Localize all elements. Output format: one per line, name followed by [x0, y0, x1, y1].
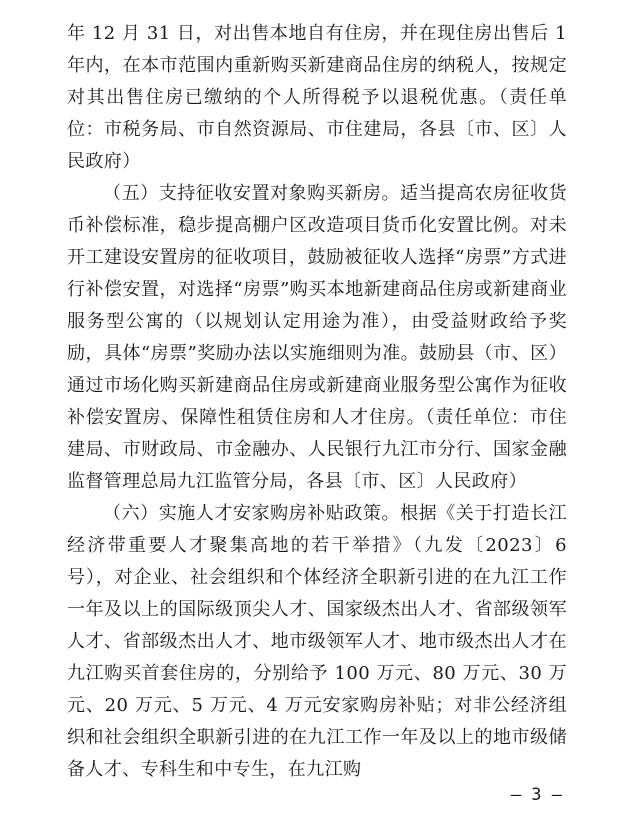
document-body — [67, 18, 567, 786]
paragraph-talent-subsidy: （六）实施人才安家购房补贴政策。根据《关于打造长江经济带重要人才聚集高地的若干举措》（九发〔2023〕6 号），对企业、社会组织和个体经济全职新引进的在九江工作一年及以上的国际级顶尖人才、国家级杰出人才、省部级领军人才、省部级杰出人才、地市级领军人才、地市级杰出人才在九江购买首套住房的，分别给予 100 万元、80 万元、30 万元、20 万元、5 万元、4 万元安家购房补贴；对非公经济组织和社会组织全职新引进的在九江工作一年及以上的地市级储备人才、专科生和中专生，在九江购 — [67, 503, 567, 780]
page-number: — 3 — — [510, 785, 562, 805]
paragraph-resettlement-housing: （五）支持征收安置对象购买新房。适当提高农房征收货币补偿标准，稳步提高棚户区改造项目货币化安置比例。对未开工建设安置房的征收项目，鼓励被征收人选择“房票”方式进行补偿安置，对选择“房票”购买本地新建商品住房或新建商业服务型公寓的（以规划认定用途为准），由受益财政给予奖励，具体“房票”奖励办法以实施细则为准。鼓励县（市、区）通过市场化购买新建商品住房或新建商业服务型公寓作为征收补偿安置房、保障性租赁住房和人才住房。（责任单位：市住建局、市财政局、市金融办、人民银行九江市分行、国家金融监督管理总局九江监管分局，各县〔市、区〕人民政府） — [67, 183, 567, 492]
paragraph-tax-refund: 年 12 月 31 日，对出售本地自有住房，并在现住房出售后 1 年内，在本市范围内重新购买新建商品住房的纳税人，按规定对其出售住房已缴纳的个人所得税予以退税优惠。（责任单位：市税务局、市自然资源局、市住建局，各县〔市、区〕人民政府） — [67, 23, 567, 172]
